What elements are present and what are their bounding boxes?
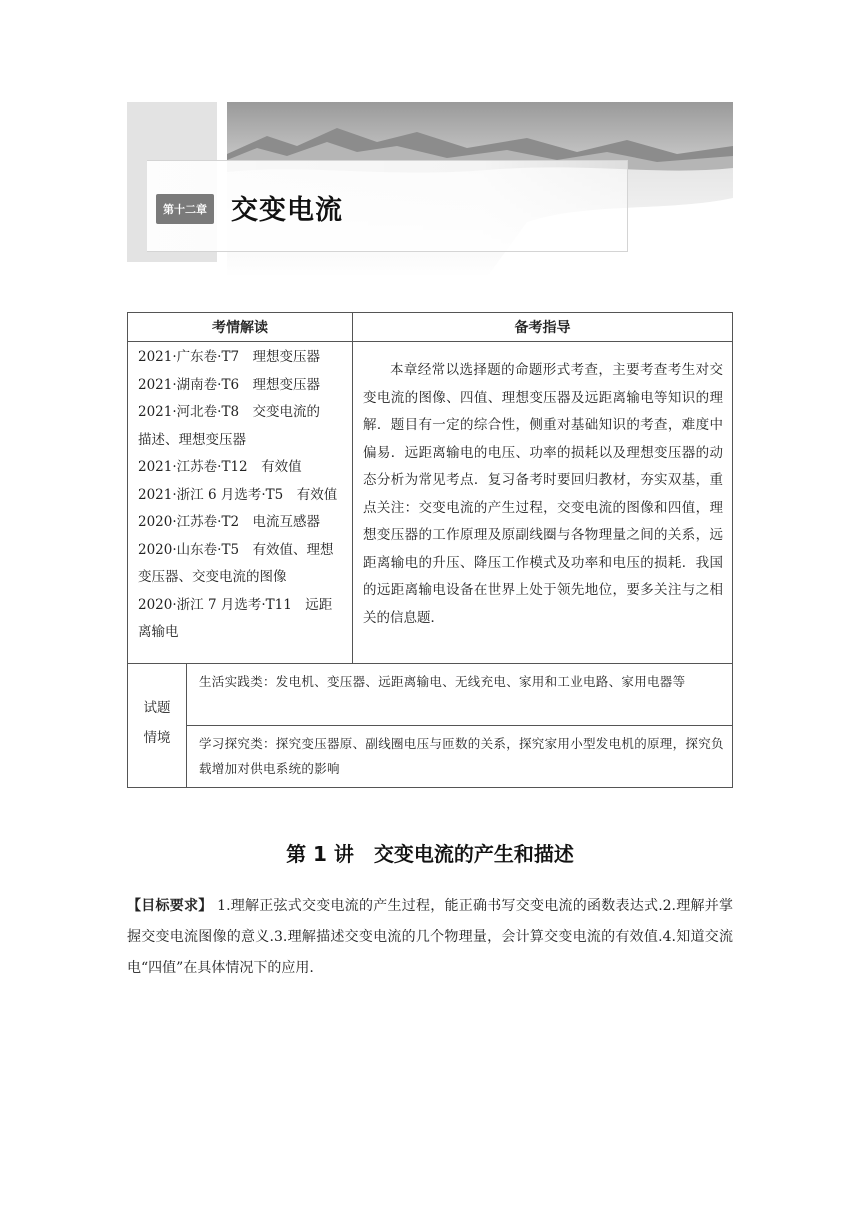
learning-inquiry-scenario: 学习探究类：探究变压器原、副线圈电压与匝数的关系，探究家用小型发电机的原理，探究负载增加对供电系统的影响 [199, 736, 724, 776]
chapter-title: 交变电流 [231, 195, 343, 226]
objective-label: 【目标要求】 [127, 898, 213, 914]
exam-item: 离输电 [138, 624, 179, 640]
scenario-label-line1: 试题 [143, 700, 171, 716]
scenario-label-line2: 情境 [143, 730, 171, 746]
exam-item: 2020·山东卷·T5 有效值、理想 [138, 541, 334, 558]
exam-item: 2021·浙江 6 月选考·T5 有效值 [138, 486, 338, 503]
exam-analysis-table [127, 312, 733, 788]
lecture-title: 第 1 讲 交变电流的产生和描述 [286, 842, 574, 866]
exam-item: 2020·浙江 7 月选考·T11 远距 [138, 596, 333, 613]
prep-guide-text: 本章经常以选择题的命题形式考查，主要考查考生对交变电流的图像、四值、理想变压器及远距离输电等知识的理解．题目有一定的综合性，侧重对基础知识的考查，难度中偏易．远距离输电的电压、功率的损耗以及理想变压器的动态分析为常见考点．复习备考时要回归教材，夯实双基，重点关注：交变电流的产生过程，交变电流的图像和四值，理想变压器的工作原理及原副线圈与各物理量之间的关系，远距离输电的升压、降压工作模式及功率和电压的损耗．我国的远距离输电设备在世界上处于领先地位，要多关注与之相关的信息题． [363, 362, 723, 626]
exam-item: 2021·江苏卷·T12 有效值 [138, 459, 302, 475]
banner-title-panel [147, 160, 628, 252]
life-practice-scenario: 生活实践类：发电机、变压器、远距离输电、无线充电、家用和工业电路、家用电器等 [199, 674, 686, 689]
exam-item: 2021·湖南卷·T6 理想变压器 [138, 376, 321, 393]
exam-item: 2021·广东卷·T7 理想变压器 [138, 349, 321, 365]
chapter-banner [127, 102, 733, 277]
chapter-number-badge: 第十二章 [156, 194, 214, 224]
prep-guide-header: 备考指导 [514, 320, 571, 336]
exam-item: 2021·河北卷·T8 交变电流的 [138, 404, 321, 420]
exam-item: 变压器、交变电流的图像 [138, 569, 287, 585]
scenario-label [128, 693, 186, 753]
exam-item-list [138, 344, 348, 647]
exam-item: 2020·江苏卷·T2 电流互感器 [138, 514, 321, 530]
learning-objectives [127, 891, 733, 984]
exam-item: 描述、理想变压器 [138, 431, 246, 448]
objective-text: 1.理解正弦式交变电流的产生过程，能正确书写交变电流的函数表达式.2.理解并掌握交变电流图像的意义.3.理解描述交变电流的几个物理量，会计算交变电流的有效值.4.知道交流电“四值”在具体情况下的应用. [127, 898, 733, 976]
exam-analysis-header: 考情解读 [212, 320, 268, 336]
